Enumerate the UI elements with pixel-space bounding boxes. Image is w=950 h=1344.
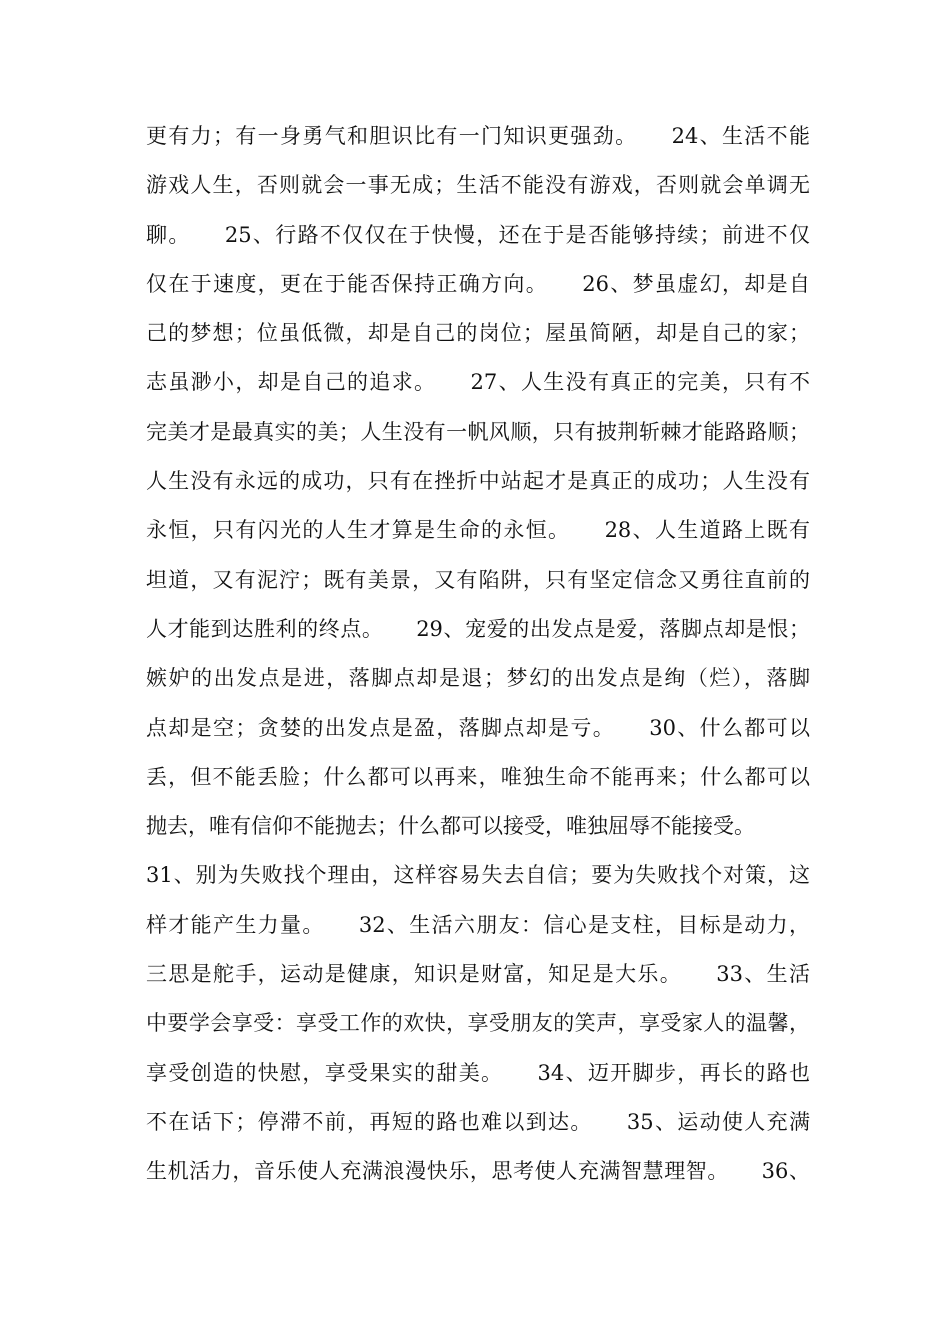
text-line: 人才能到达胜利的终点。 29、宠爱的出发点是爱，落脚点却是恨；	[146, 616, 810, 641]
text-line: 更有力；有一身勇气和胆识比有一门知识更强劲。 24、生活不能	[146, 124, 810, 148]
body-text	[146, 112, 810, 1197]
text-line: 完美才是最真实的美；人生没有一帆风顺，只有披荆斩棘才能路路顺；	[146, 419, 810, 444]
text-line: 聊。 25、行路不仅仅在于快慢，还在于是否能够持续；前进不仅	[146, 222, 810, 247]
text-line: 中要学会享受：享受工作的欢快，享受朋友的笑声，享受家人的温馨，	[146, 1011, 810, 1036]
text-line: 游戏人生，否则就会一事无成；生活不能没有游戏，否则就会单调无	[146, 173, 810, 198]
text-line: 点却是空；贪婪的出发点是盈，落脚点却是亏。 30、什么都可以	[146, 715, 810, 740]
text-line: 享受创造的快慰，享受果实的甜美。 34、迈开脚步，再长的路也	[146, 1060, 810, 1085]
text-line: 人生没有永远的成功，只有在挫折中站起才是真正的成功；人生没有	[146, 469, 810, 494]
text-line: 样才能产生力量。 32、生活六朋友：信心是支柱，目标是动力，	[146, 912, 810, 937]
text-line: 志虽渺小，却是自己的追求。 27、人生没有真正的完美，只有不	[146, 370, 810, 395]
text-line: 坦道，又有泥泞；既有美景，又有陷阱，只有坚定信念又勇往直前的	[146, 567, 810, 592]
text-line: 生机活力，音乐使人充满浪漫快乐，思考使人充满智慧理智。 36、	[146, 1159, 810, 1184]
text-line: 永恒，只有闪光的人生才算是生命的永恒。 28、人生道路上既有	[146, 518, 810, 543]
text-line: 不在话下；停滞不前，再短的路也难以到达。 35、运动使人充满	[146, 1109, 810, 1134]
text-line: 抛去，唯有信仰不能抛去；什么都可以接受，唯独屈辱不能接受。	[146, 814, 755, 839]
text-line: 三思是舵手，运动是健康，知识是财富，知足是大乐。 33、生活	[146, 962, 810, 987]
text-line: 仅在于速度，更在于能否保持正确方向。 26、梦虽虚幻，却是自	[146, 271, 810, 296]
text-line: 31、别为失败找个理由，这样容易失去自信；要为失败找个对策，这	[146, 863, 810, 888]
text-line: 丢，但不能丢脸；什么都可以再来，唯独生命不能再来；什么都可以	[146, 764, 810, 789]
text-line: 嫉妒的出发点是进，落脚点却是退；梦幻的出发点是绚（烂），落脚	[146, 666, 810, 691]
text-line: 己的梦想；位虽低微，却是自己的岗位；屋虽简陋，却是自己的家；	[146, 321, 810, 346]
